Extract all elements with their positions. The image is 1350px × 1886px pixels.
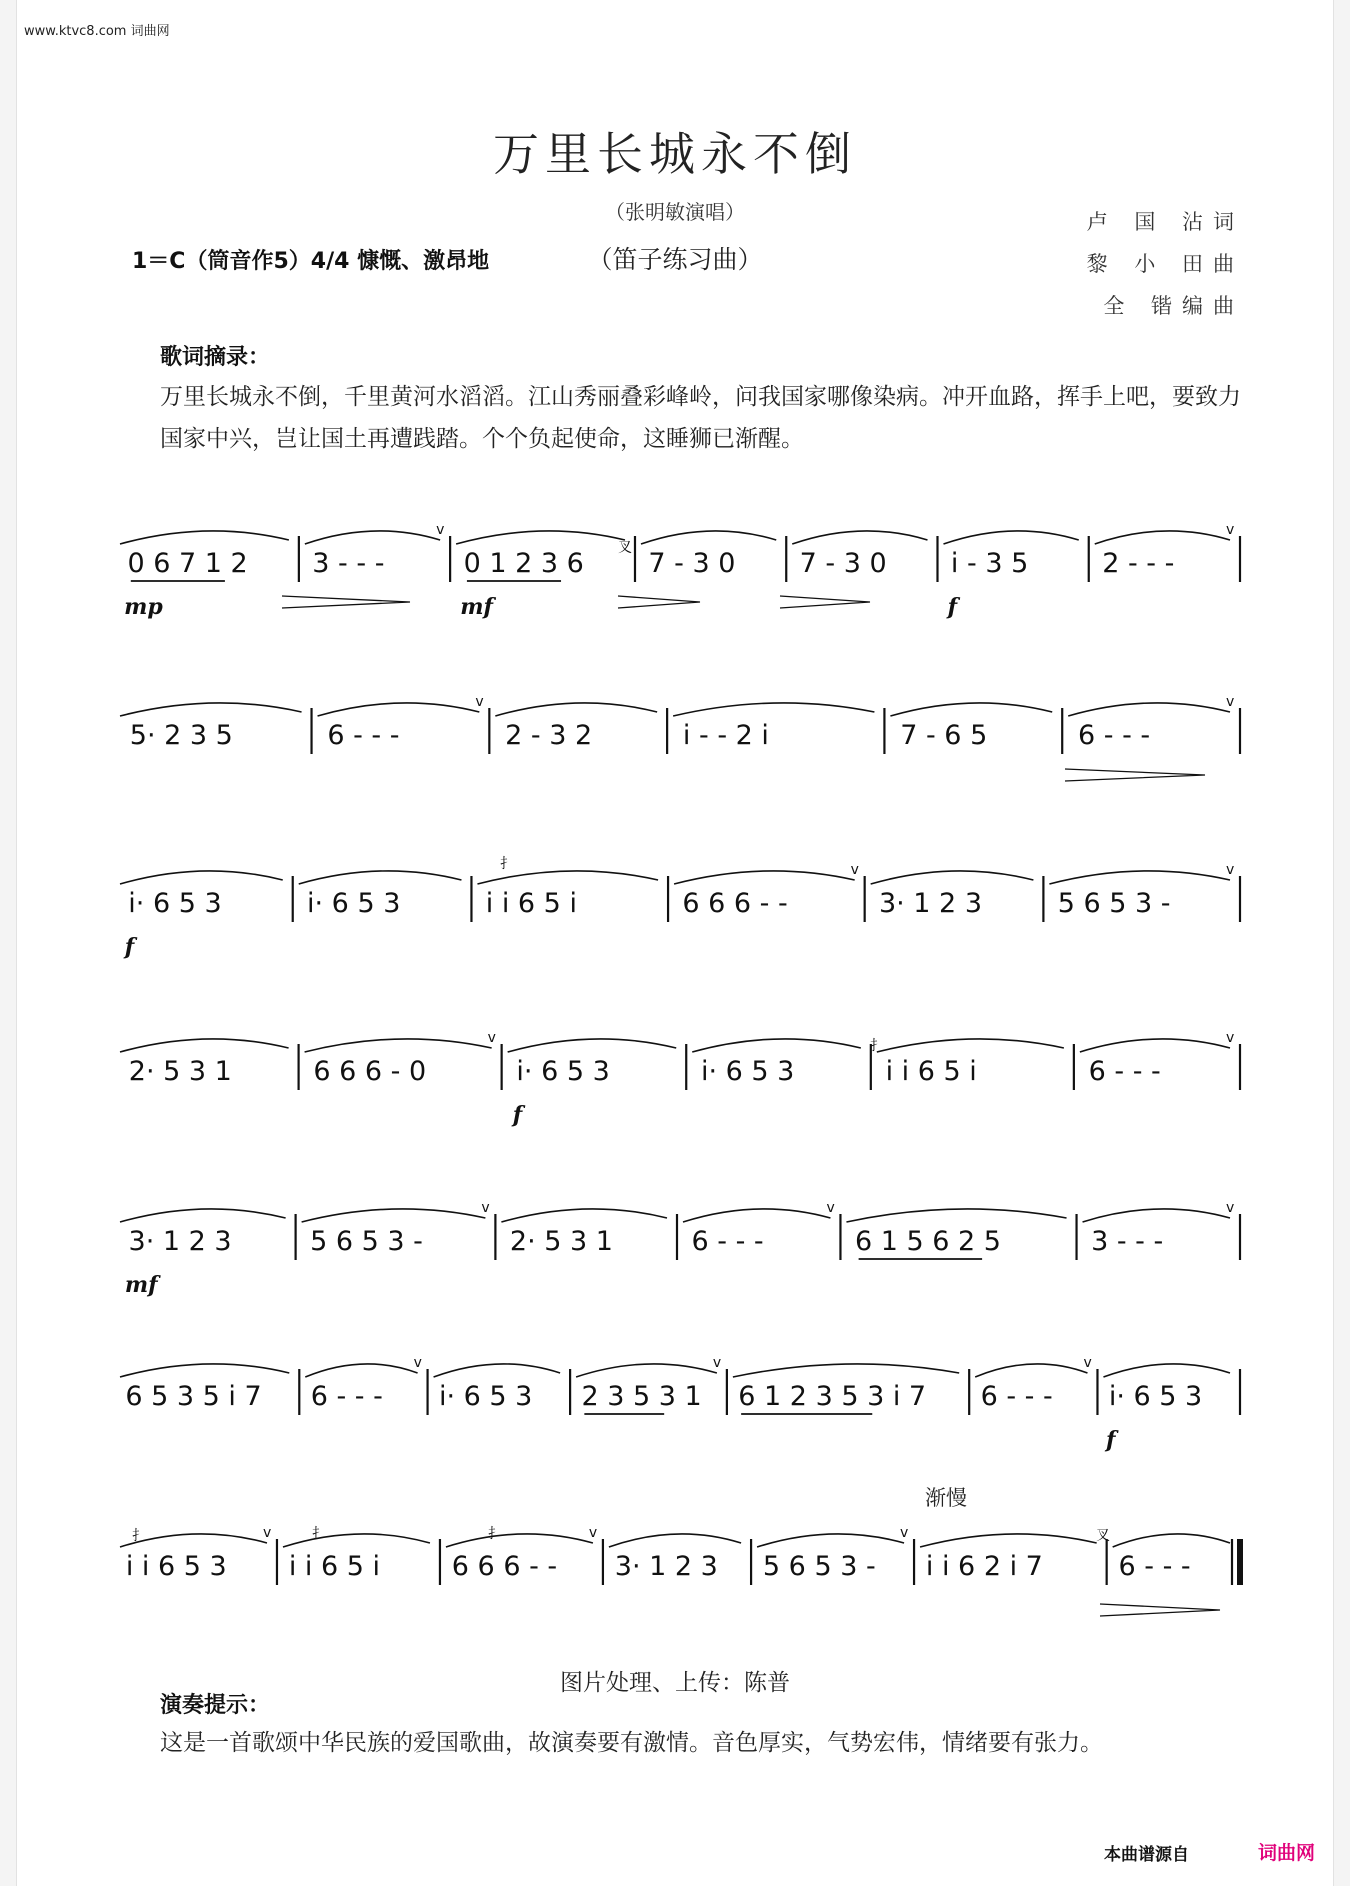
- slur-mark: [890, 703, 1052, 716]
- measure-notes: 6 5 3 5 i 7: [125, 1381, 262, 1412]
- slur-mark: [1068, 703, 1230, 716]
- process-credit: 图片处理、上传：陈普: [560, 1670, 790, 1696]
- dynamic-mark: mp: [124, 594, 163, 620]
- measure-notes: 0 6 7 1 2: [127, 548, 248, 579]
- breath-mark: v: [475, 694, 484, 710]
- composer-credit: 黎 小 田曲: [1086, 252, 1244, 276]
- measure-notes: 5 6 5 3 -: [310, 1226, 423, 1257]
- dynamic-mark: mf: [124, 1272, 158, 1298]
- breath-mark: v: [712, 1355, 722, 1371]
- measure-notes: i· 6 5 3: [1108, 1381, 1203, 1412]
- slur-mark: [283, 1534, 430, 1547]
- slur-mark: [495, 703, 657, 716]
- measure-notes: i - - 2 i: [682, 720, 769, 751]
- slur-mark: [733, 1364, 959, 1377]
- breath-mark: v: [1226, 862, 1235, 878]
- breath-mark: v: [487, 1030, 496, 1046]
- dynamic-mark: f: [124, 934, 135, 960]
- measure-notes: 6 - - -: [1118, 1551, 1191, 1582]
- dynamic-mark: f: [512, 1102, 523, 1128]
- slur-mark: [434, 1364, 561, 1377]
- dynamic-mark: f: [947, 594, 958, 620]
- measure-notes: 6 - - -: [310, 1381, 383, 1412]
- measure-notes: 6 - - -: [1078, 720, 1151, 751]
- measure-notes: 5 6 5 3 -: [1057, 888, 1171, 919]
- lyrics-heading: 歌词摘录：: [160, 345, 271, 370]
- breath-mark: v: [1226, 1200, 1235, 1216]
- slur-mark: [576, 1364, 717, 1377]
- slur-mark: [975, 1364, 1087, 1377]
- breath-mark: v: [262, 1525, 272, 1541]
- breath-mark: v: [900, 1525, 909, 1541]
- measure-notes: 2· 5 3 1: [128, 1056, 232, 1087]
- measure-notes: i i 6 2 i 7: [925, 1551, 1043, 1582]
- measure-notes: i· 6 5 3: [700, 1056, 795, 1087]
- breath-mark: v: [413, 1355, 422, 1371]
- slur-mark: [456, 531, 625, 544]
- arranger-credit: 全 锴编曲: [1103, 294, 1244, 318]
- slur-mark: [120, 1364, 289, 1377]
- measure-notes: i· 6 5 3: [438, 1381, 533, 1412]
- decrescendo-hairpin: [1065, 769, 1205, 781]
- measure-notes: 2· 5 3 1: [509, 1226, 613, 1257]
- slur-mark: [1080, 1039, 1230, 1052]
- ornament-mark: 叉: [618, 540, 632, 556]
- measure-notes: 6 1 2 3 5 3 i 7: [738, 1381, 927, 1412]
- slur-mark: [609, 1534, 741, 1547]
- footer-source: 本曲谱源自: [1104, 1845, 1189, 1865]
- measure-notes: 5 6 5 3 -: [762, 1551, 876, 1582]
- measure-notes: 6 - - -: [1088, 1056, 1161, 1087]
- slur-mark: [477, 871, 658, 884]
- breath-mark: v: [1226, 694, 1235, 710]
- slur-mark: [120, 531, 289, 544]
- measure-notes: i i 6 5 3: [125, 1551, 227, 1582]
- slur-mark: [120, 1209, 286, 1222]
- measure-notes: 6 - - -: [980, 1381, 1053, 1412]
- measure-notes: 6 6 6 - 0: [313, 1056, 427, 1087]
- slur-mark: [446, 1534, 593, 1547]
- decrescendo-hairpin: [1100, 1604, 1220, 1616]
- slur-mark: [792, 531, 927, 544]
- song-title: 万里长城永不倒: [493, 127, 857, 181]
- measure-notes: 7 - 3 0: [799, 548, 887, 579]
- ornament-mark: 叉: [1096, 1528, 1110, 1544]
- measure-notes: 2 3 5 3 1: [581, 1381, 702, 1412]
- slur-mark: [1103, 1364, 1230, 1377]
- lyrics-text: 万里长城永不倒，千里黄河水滔滔。江山秀丽叠彩峰岭，问我国家哪像染病。冲开血路，挥手上吧，要致力国家中兴，岂让国土再遭践踏。个个负起使命，这睡狮已渐醒。: [160, 384, 1241, 452]
- grace-note-mark: 扌: [488, 1526, 502, 1542]
- slur-mark: [305, 531, 440, 544]
- breath-mark: v: [1083, 1355, 1092, 1371]
- measure-notes: 3· 1 2 3: [614, 1551, 718, 1582]
- measure-notes: i· 6 5 3: [516, 1056, 610, 1087]
- breath-mark: v: [436, 522, 445, 538]
- slur-mark: [1095, 531, 1230, 544]
- measure-notes: 0 1 2 3 6: [463, 548, 584, 579]
- measure-notes: 6 - - -: [327, 720, 400, 751]
- measure-notes: i i 6 5 i: [485, 888, 577, 919]
- grace-note-mark: 扌: [870, 1038, 884, 1054]
- breath-mark: v: [850, 862, 859, 878]
- slur-mark: [120, 703, 302, 716]
- slur-mark: [877, 1039, 1064, 1052]
- slur-mark: [1083, 1209, 1230, 1222]
- tips-text: 这是一首歌颂中华民族的爱国歌曲，故演奏要有激情。音色厚实，气势宏伟，情绪要有张力。: [160, 1730, 1103, 1756]
- grace-note-mark: 扌: [312, 1526, 326, 1542]
- measure-notes: i· 6 5 3: [307, 888, 401, 919]
- breath-mark: v: [1226, 1030, 1235, 1046]
- slur-mark: [508, 1039, 677, 1052]
- slur-mark: [318, 703, 480, 716]
- slur-mark: [757, 1534, 904, 1547]
- measure-notes: 3 - - -: [312, 548, 385, 579]
- breath-mark: v: [1226, 522, 1235, 538]
- dynamic-mark: f: [1106, 1427, 1116, 1453]
- decrescendo-hairpin: [618, 596, 700, 608]
- measure-notes: 3· 1 2 3: [878, 888, 983, 919]
- slur-mark: [846, 1209, 1066, 1222]
- measure-notes: i i 6 5 i: [288, 1551, 381, 1582]
- measure-notes: 3 - - -: [1091, 1226, 1164, 1257]
- slur-mark: [674, 871, 855, 884]
- grace-note-mark: 扌: [132, 1528, 146, 1544]
- tips-heading: 演奏提示：: [160, 1693, 271, 1718]
- slur-mark: [305, 1039, 492, 1052]
- measure-notes: 7 - 3 0: [648, 548, 736, 579]
- dynamic-mark: mf: [460, 594, 493, 620]
- measure-notes: 2 - 3 2: [505, 720, 593, 751]
- slur-mark: [120, 871, 283, 884]
- singer-credit: （张明敏演唱）: [605, 200, 745, 224]
- measure-notes: 2 - - -: [1102, 548, 1175, 579]
- decrescendo-hairpin: [780, 596, 870, 608]
- slur-mark: [299, 871, 462, 884]
- footer-logo[interactable]: 词曲网: [1258, 1842, 1316, 1864]
- practice-subtitle: （笛子练习曲）: [587, 245, 763, 274]
- measure-notes: i - 3 5: [950, 548, 1029, 579]
- decrescendo-hairpin: [282, 596, 410, 608]
- measure-notes: 6 - - -: [691, 1226, 764, 1257]
- measure-notes: 6 1 5 6 2 5: [854, 1226, 1001, 1257]
- watermark-url: www.ktvc8.com 词曲网: [24, 24, 170, 39]
- slur-mark: [641, 531, 776, 544]
- slur-mark: [920, 1534, 1097, 1547]
- measure-notes: 3· 1 2 3: [128, 1226, 232, 1257]
- slur-mark: [120, 1039, 289, 1052]
- breath-mark: v: [826, 1200, 835, 1216]
- measure-notes: 6 6 6 - -: [682, 888, 788, 919]
- slur-mark: [943, 531, 1078, 544]
- tempo-mark: 渐慢: [925, 1486, 967, 1510]
- slur-mark: [673, 703, 874, 716]
- key-signature: 1＝C（筒音作5）4/4 慷慨、激昂地: [132, 249, 490, 274]
- slur-mark: [871, 871, 1034, 884]
- slur-mark: [683, 1209, 830, 1222]
- breath-mark: v: [588, 1525, 598, 1541]
- slur-mark: [302, 1209, 486, 1222]
- slur-mark: [501, 1209, 667, 1222]
- slur-mark: [1113, 1534, 1230, 1547]
- measure-notes: i· 6 5 3: [128, 888, 222, 919]
- slur-mark: [692, 1039, 861, 1052]
- measure-notes: i i 6 5 i: [885, 1056, 977, 1087]
- lyricist-credit: 卢 国 沾词: [1086, 210, 1244, 234]
- slur-mark: [305, 1364, 417, 1377]
- grace-note-mark: 扌: [500, 856, 514, 872]
- slur-mark: [1049, 871, 1230, 884]
- breath-mark: v: [481, 1200, 490, 1216]
- measure-notes: 5· 2 3 5: [129, 720, 233, 751]
- measure-notes: 6 6 6 - -: [451, 1551, 558, 1582]
- measure-notes: 7 - 6 5: [900, 720, 988, 751]
